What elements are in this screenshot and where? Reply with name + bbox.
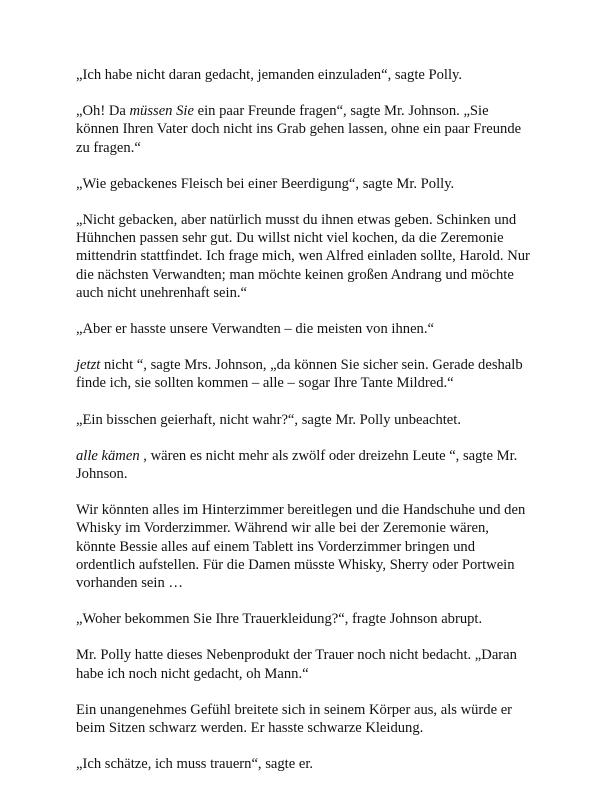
- paragraph-text: Wir könnten alles im Hinterzimmer bereitlegen und die Handschuhe und den Whisky im Vorderzimmer. Während wir alle bei der Zeremonie wären, könnte Bessie alles auf einem Tablett ins Vorderzimmer bringen und ordentlich aufstellen. Für die Damen müsste Whisky, Sherry oder Portwein vorhanden sein …: [76, 502, 526, 592]
- paragraph: [76, 610, 532, 628]
- emphasized-text: alle kämen: [76, 447, 140, 464]
- paragraph: [76, 411, 532, 429]
- document-page: [76, 66, 532, 791]
- paragraph: [76, 66, 532, 84]
- emphasized-text: müssen Sie: [129, 103, 194, 120]
- paragraph-text: „Oh! Da: [76, 103, 130, 120]
- paragraph-text: „Woher bekommen Sie Ihre Trauerkleidung?“, fragte Johnson abrupt.: [76, 611, 483, 628]
- paragraph: [76, 102, 532, 157]
- paragraph-text: „Nicht gebacken, aber natürlich musst du ihnen etwas geben. Schinken und Hühnchen passen sehr gut. Du willst nicht viel kochen, da die Zeremonie mittendrin stattfindet. Ich frage mich, wen Alfred einladen sollte, Harold. Nur die nächsten Verwandten; man möchte keinen großen Andrang und möchte auch nicht unehrenhaft sein.“: [76, 212, 530, 301]
- paragraph: [76, 211, 532, 302]
- paragraph-text: nicht “, sagte Mrs. Johnson, „da können Sie sicher sein. Gerade deshalb finde ich, sie sollten kommen – alle – sogar Ihre Tante Mildred.“: [76, 357, 523, 392]
- paragraph: [76, 646, 532, 682]
- paragraph: [76, 175, 532, 193]
- paragraph: [76, 501, 532, 592]
- paragraph: [76, 755, 532, 773]
- paragraph-text: Mr. Polly hatte dieses Nebenprodukt der Trauer noch nicht bedacht. „Daran habe ich noch nicht gedacht, oh Mann.“: [76, 647, 517, 682]
- paragraph: [76, 701, 532, 737]
- paragraph-text: „Aber er hasste unsere Verwandten – die meisten von ihnen.“: [76, 321, 434, 338]
- paragraph: [76, 447, 532, 483]
- paragraph-text: ein paar Freunde fragen“, sagte Mr. Johnson. „Sie können Ihren Vater doch nicht ins Grab gehen lassen, ohne ein paar Freunde zu fragen.“: [76, 103, 522, 156]
- paragraph-text: „Ich schätze, ich muss trauern“, sagte er.: [76, 756, 314, 773]
- paragraph-text: „Wie gebackenes Fleisch bei einer Beerdigung“, sagte Mr. Polly.: [76, 175, 455, 192]
- paragraph-text: Ein unangenehmes Gefühl breitete sich in seinem Körper aus, als würde er beim Sitzen schwarz werden. Er hasste schwarze Kleidung.: [76, 701, 513, 737]
- paragraph-text: „Ich habe nicht daran gedacht, jemanden einzuladen“, sagte Polly.: [76, 67, 463, 83]
- paragraph-text: , wären es nicht mehr als zwölf oder dreizehn Leute “, sagte Mr. Johnson.: [76, 447, 518, 483]
- paragraph: [76, 356, 532, 392]
- emphasized-text: jetzt: [76, 357, 101, 374]
- paragraph-text: „Ein bisschen geierhaft, nicht wahr?“, sagte Mr. Polly unbeachtet.: [76, 411, 461, 428]
- paragraph: [76, 320, 532, 338]
